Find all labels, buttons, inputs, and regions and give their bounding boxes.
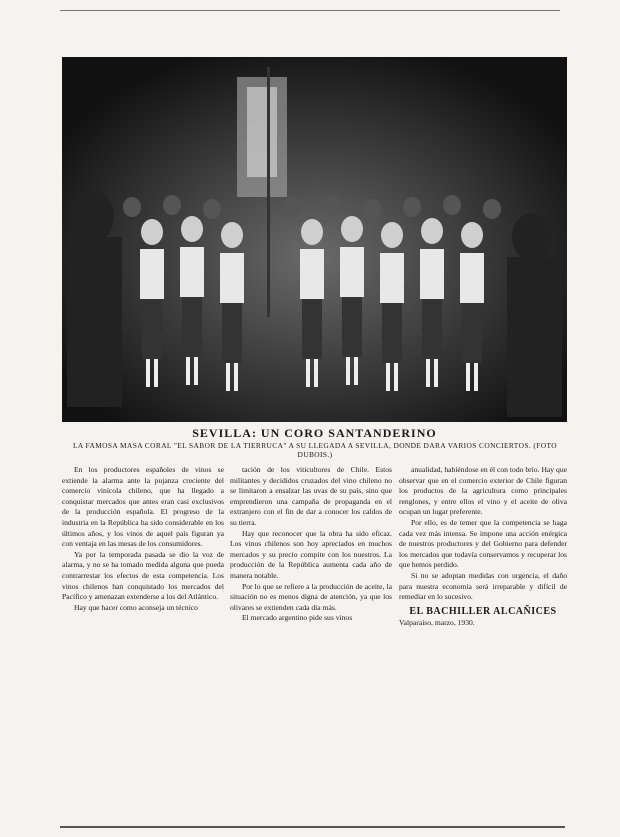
photo-illustration	[62, 57, 567, 422]
signature-place-date: Valparaíso, marzo, 1930.	[399, 618, 475, 628]
choir-photograph	[62, 57, 567, 422]
caption-title: SEVILLA: UN CORO SANTANDERINO	[192, 426, 437, 440]
caption-subtitle: LA FAMOSA MASA CORAL "EL SABOR DE LA TIERRUCA" A SU LLEGADA A SEVILLA, DONDE DARA VARIOS CONCIERTOS. (FOTO DUBOIS.)	[73, 441, 557, 459]
paragraph: El mercado argentino pide sus vinos	[242, 613, 353, 623]
paragraph: Si no se adoptan medidas con urgencia, el daño para nuestra economía será irreparable y difícil de remediar en lo sucesivo.	[399, 570, 567, 602]
bottom-rule	[60, 826, 565, 828]
paragraph: Hay que reconocer que la obra ha sido eficaz. Los vinos chilenos son hoy apreciados en muchos mercados y su precio compite con los nuestros. La producción de la República aumenta cada año de manera notable.	[230, 528, 392, 580]
paragraph: Por ello, es de temer que la competencia se haga cada vez más intensa. Se impone una acción enérgica de nuestros productores y del Gobierno para defender los mercados que todavía conservamos y recuperar los que hemos perdido.	[399, 517, 567, 570]
article-column-3	[399, 465, 567, 629]
paragraph: anualidad, habiéndose en él con todo brío. Hay que observar que en el comercio exterior de Chile figuran los productos de la agricultura como principales renglones, y entre ellos el vino y el aceite de oliva ocupan un lugar preferente.	[399, 465, 567, 517]
paragraph: tación de los viticultores de Chile. Estos militantes y decididos cruzados del vino chileno no se limitaron a ensalzar las uvas de su país, sino que emprendieron una campaña de propaganda en el extranjero con el fin de dar a conocer los caldos de su tierra.	[230, 465, 392, 527]
paragraph: Por lo que se refiere a la producción de aceite, la situación no es menos digna de atención, ya que los olivares se extienden cada día más.	[230, 581, 392, 612]
top-rule	[60, 10, 560, 11]
paragraph: Hay que hacer como aconseja un técnico	[74, 602, 198, 612]
paragraph: En los productores españoles de vinos se extiende la alarma ante la pujanza creciente del comercio vinícola chileno, que ha llegado a conquistar mercados que antes eran casi exclusivos de la producción española. El progreso de la industria en la República ha sido considerable en los últimos años, y los vinos de aquel país figuran ya con ventaja en las mesas de los consumidores.	[62, 465, 224, 549]
author-signature: EL BACHILLER ALCAÑICES	[409, 605, 557, 617]
article-column-2	[230, 465, 392, 624]
article-column-1	[62, 465, 224, 613]
paragraph: Ya por la temporada pasada se dio la voz de alarma, y no se ha tomado medida alguna que pueda contrarrestar los efectos de esta competencia. Los vinos chilenos han conquistado los mercados del Pacífico y amenazan extenderse a los del Atlántico.	[62, 549, 224, 602]
